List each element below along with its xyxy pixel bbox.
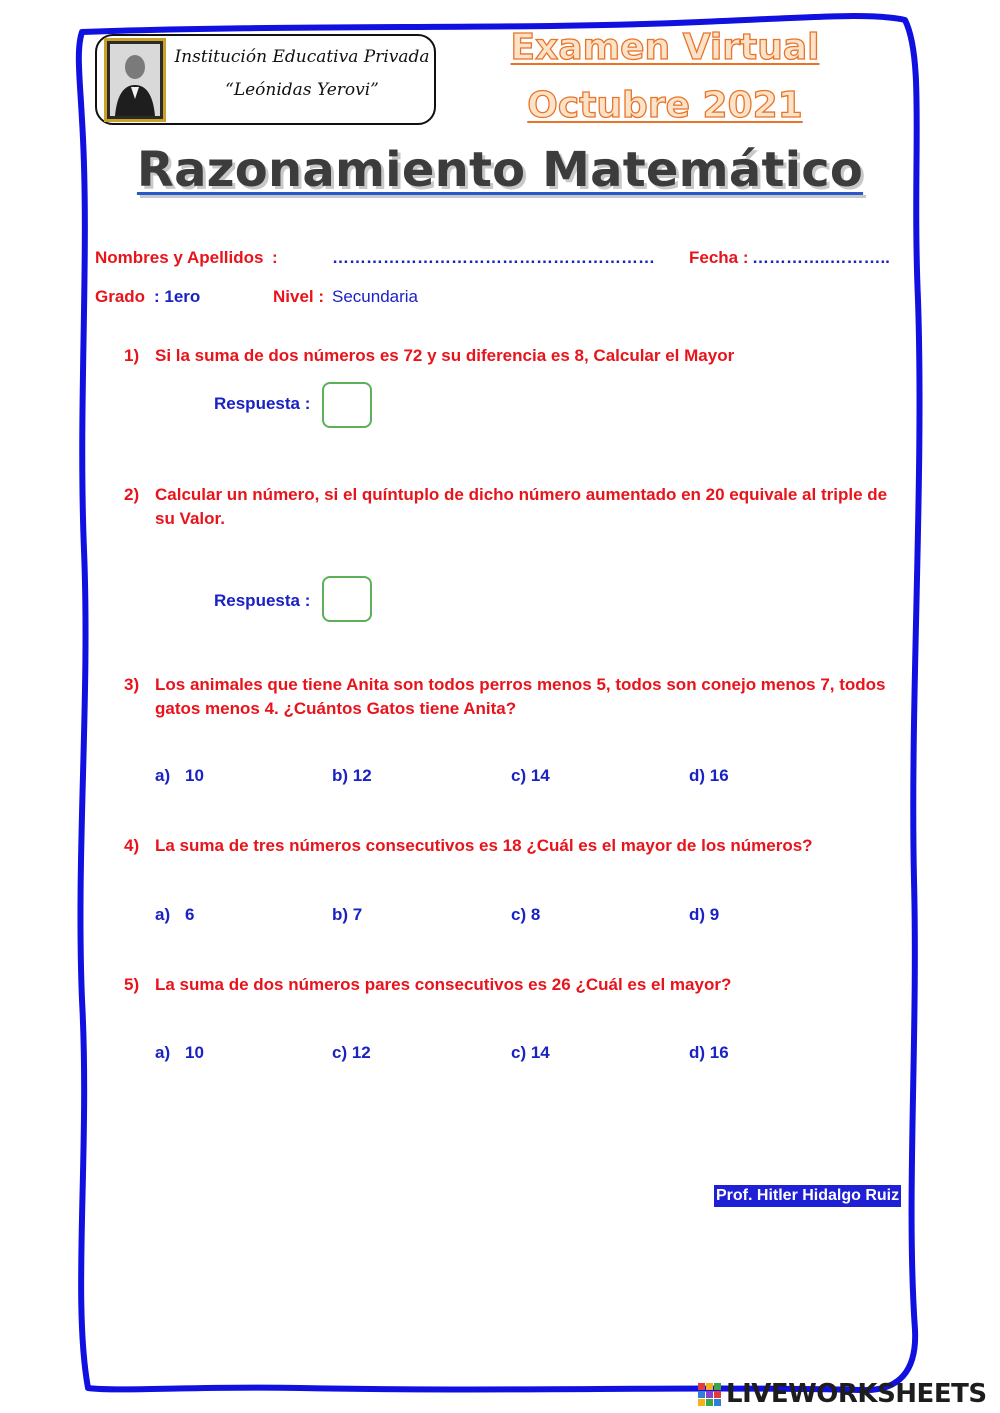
question-4-option-c[interactable]: c) 8	[511, 905, 541, 924]
question-5-option-a[interactable]: a)	[155, 1043, 171, 1062]
question-5-text: La suma de dos números pares consecutivos es 26 ¿Cuál es el mayor?	[155, 975, 732, 994]
question-4-option-a-value[interactable]: 6	[185, 905, 195, 924]
question-4-number: 4)	[124, 836, 140, 855]
question-3-text: Los animales que tiene Anita son todos perros menos 5, todos son conejo menos 7, todos gatos menos 4. ¿Cuántos Gatos tiene Anita?	[155, 675, 886, 718]
level-label: Nivel :	[273, 287, 325, 306]
name-field[interactable]: …………………………………………………	[332, 248, 655, 267]
question-2-answer-box[interactable]	[322, 576, 372, 622]
teacher-name: Prof. Hitler Hidalgo Ruiz	[714, 1185, 901, 1207]
school-name-line1: Institución Educativa Privada	[174, 47, 430, 67]
grade-label: Grado	[95, 287, 146, 306]
question-3-option-d[interactable]: d) 16	[689, 766, 729, 785]
question-5-number: 5)	[124, 975, 140, 994]
exam-title-line2: Octubre 2021	[527, 85, 803, 126]
exam-title-line1: Examen Virtual	[510, 27, 820, 68]
question-1-answer-label: Respuesta :	[214, 394, 311, 413]
portrait-icon	[107, 41, 163, 119]
level-value: Secundaria	[332, 287, 419, 306]
question-3-option-b[interactable]: b) 12	[332, 766, 372, 785]
question-3-option-c[interactable]: c) 14	[511, 766, 550, 785]
name-colon: :	[272, 248, 278, 267]
question-1-answer-box[interactable]	[322, 382, 372, 428]
question-4-option-a[interactable]: a)	[155, 905, 171, 924]
question-2-number: 2)	[124, 485, 140, 504]
question-5-option-c[interactable]: c) 14	[511, 1043, 550, 1062]
question-3-option-a[interactable]: a)	[155, 766, 171, 785]
liveworksheets-logo-icon	[698, 1383, 722, 1407]
watermark-text: LIVEWORKSHEETS	[726, 1379, 987, 1409]
question-5-option-b[interactable]: c) 12	[332, 1043, 371, 1062]
question-4-text: La suma de tres números consecutivos es 18 ¿Cuál es el mayor de los números?	[155, 836, 813, 855]
question-5-option-d[interactable]: d) 16	[689, 1043, 729, 1062]
grade-value: : 1ero	[154, 287, 201, 306]
question-3-option-a-value[interactable]: 10	[185, 766, 204, 785]
question-2-answer-label: Respuesta :	[214, 591, 311, 610]
question-5-option-a-value[interactable]: 10	[185, 1043, 204, 1062]
question-4-option-d[interactable]: d) 9	[689, 905, 720, 924]
question-3-number: 3)	[124, 675, 140, 694]
page-title: Razonamiento Matemático	[136, 142, 864, 198]
date-label: Fecha :	[689, 248, 749, 267]
question-4-option-b[interactable]: b) 7	[332, 905, 363, 924]
school-name-line2: “Leónidas Yerovi”	[225, 80, 379, 100]
question-2-text: Calcular un número, si el quíntuplo de dicho número aumentado en 20 equivale al triple de su Valor.	[155, 485, 888, 528]
portrait-image	[104, 38, 166, 122]
date-field[interactable]: …………..………..	[752, 248, 890, 267]
name-label: Nombres y Apellidos	[95, 248, 264, 267]
question-1-number: 1)	[124, 346, 140, 365]
question-1-text: Si la suma de dos números es 72 y su diferencia es 8, Calcular el Mayor	[155, 346, 735, 365]
